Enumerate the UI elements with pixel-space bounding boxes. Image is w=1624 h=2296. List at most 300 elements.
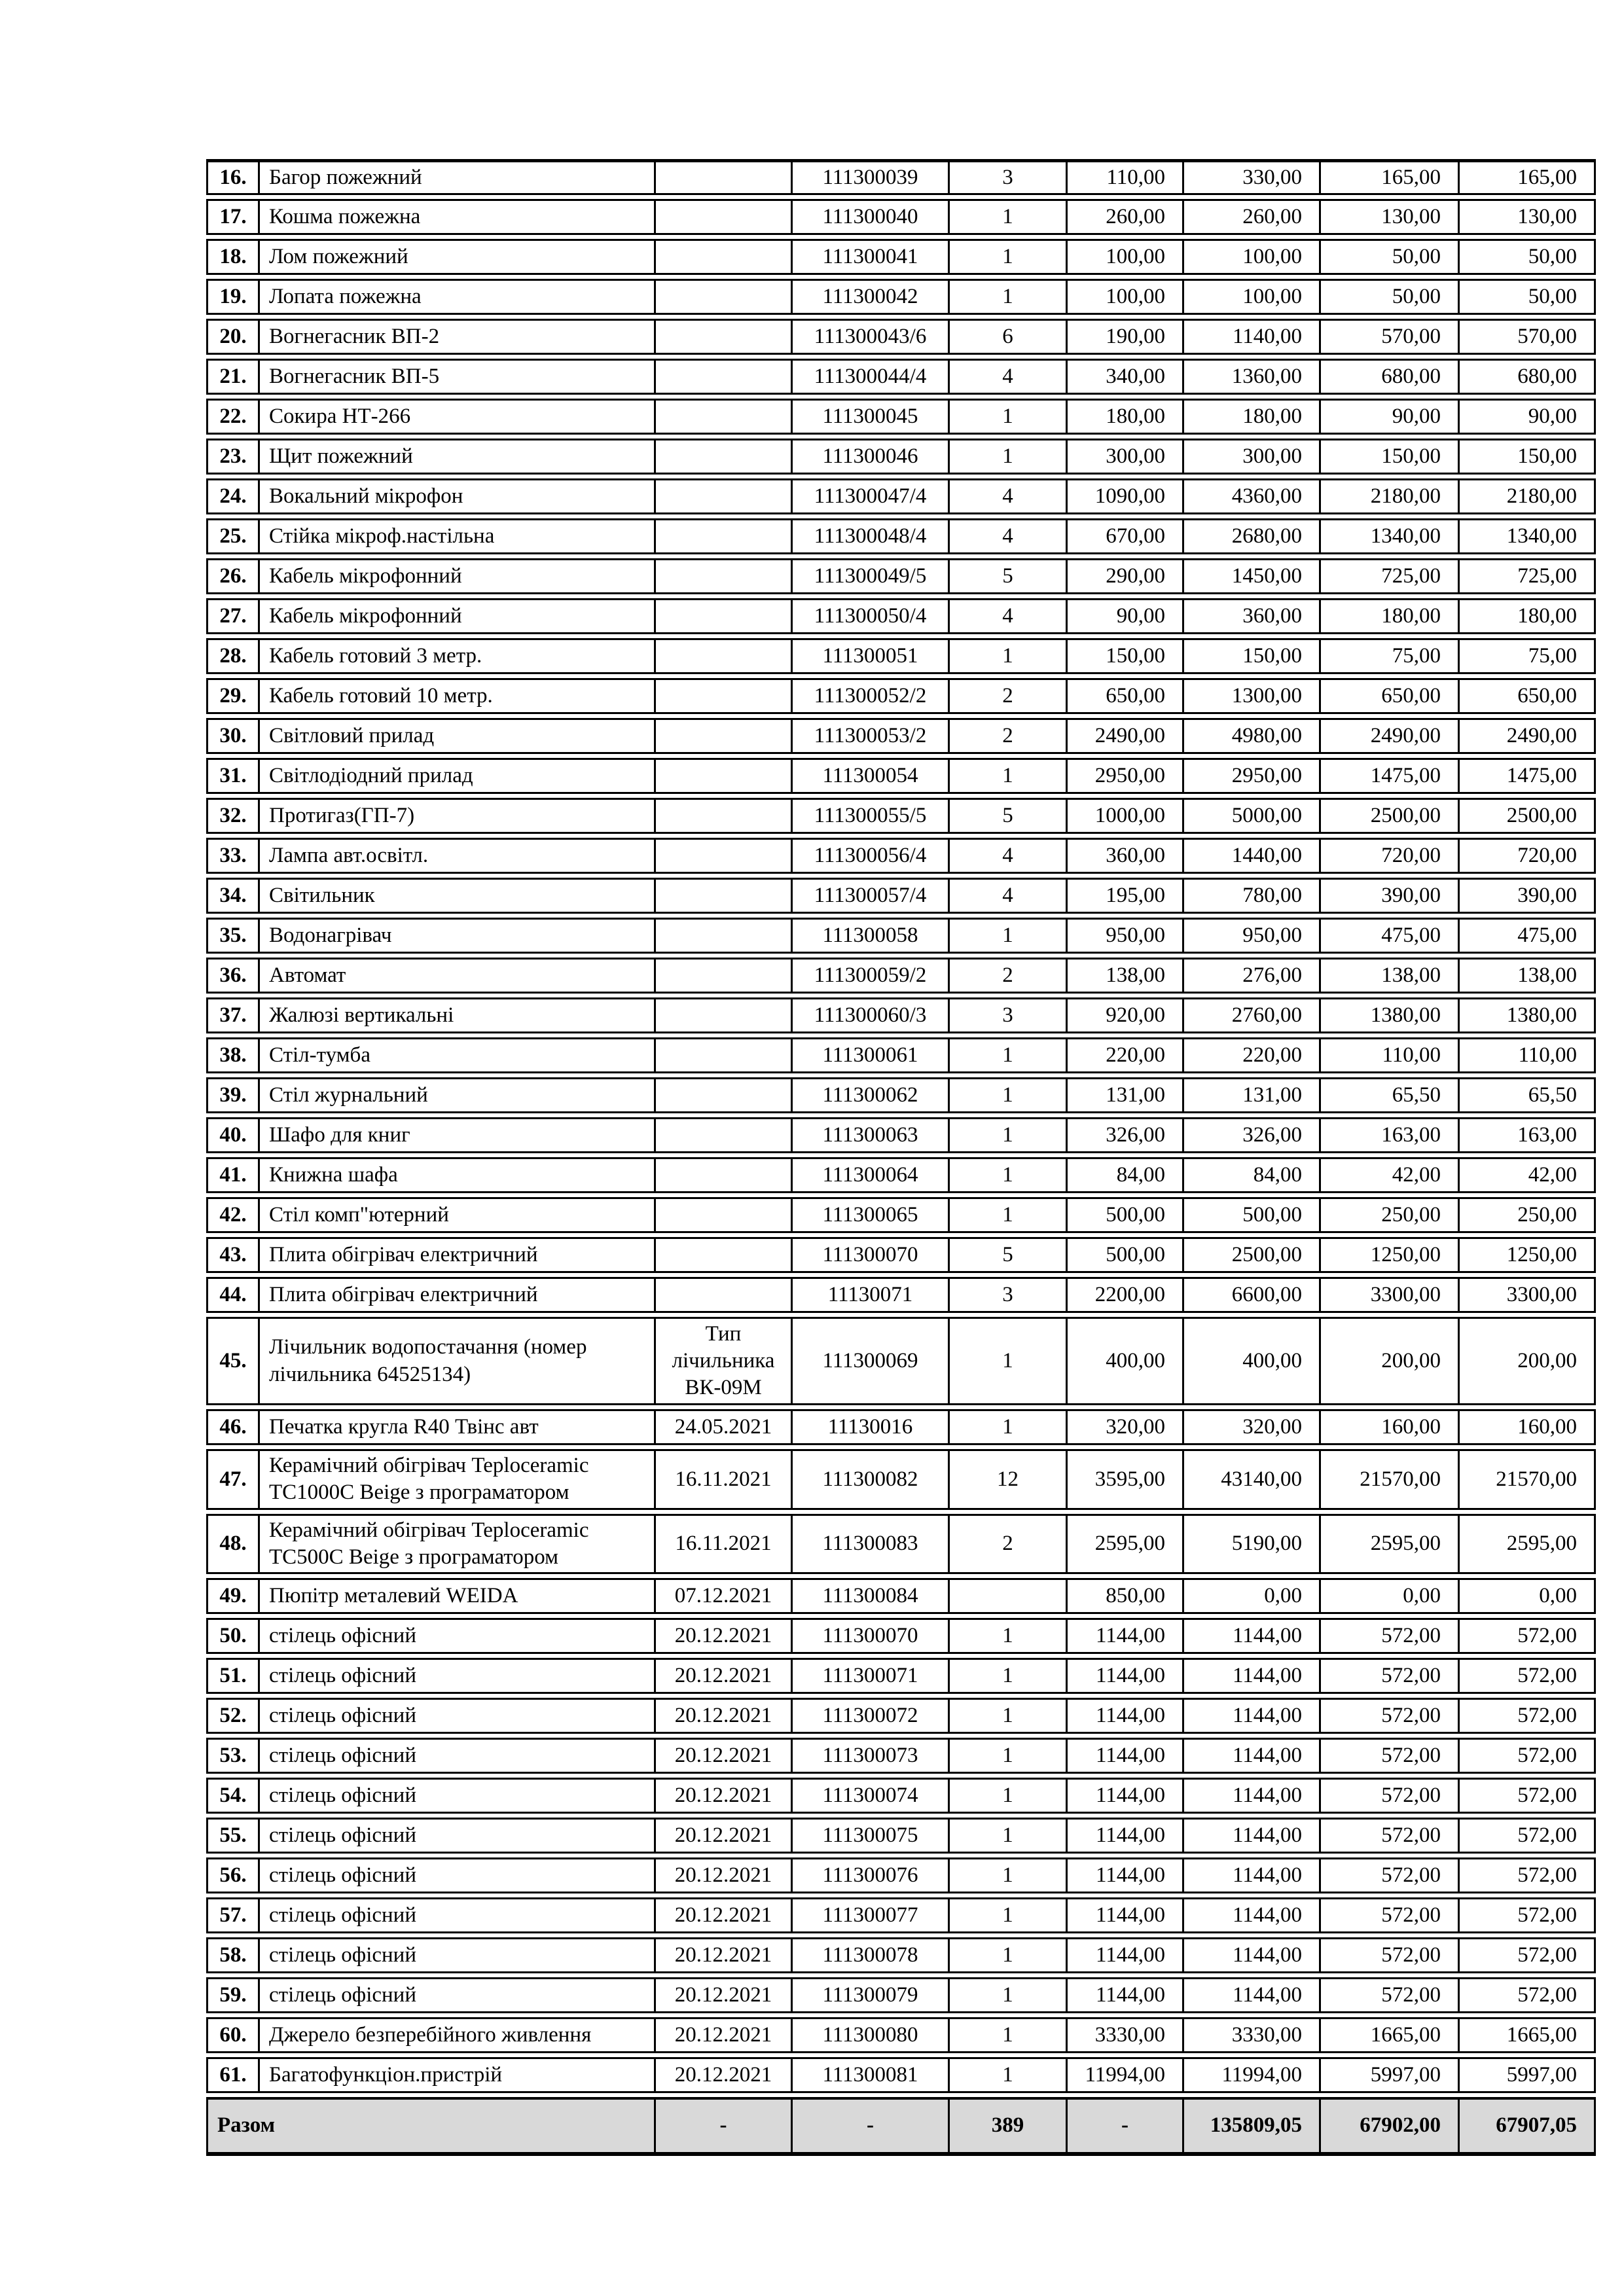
unit-price-cell: 1144,00 xyxy=(1068,1738,1184,1774)
row-number-cell: 41. xyxy=(206,1157,260,1193)
quantity-cell: 2 xyxy=(950,958,1068,994)
inventory-number-cell: 111300060/3 xyxy=(793,997,950,1033)
inventory-number-cell: 111300061 xyxy=(793,1037,950,1073)
row-number-cell: 51. xyxy=(206,1658,260,1694)
date-cell xyxy=(656,1037,793,1073)
residual-value-cell: 1665,00 xyxy=(1460,2017,1596,2053)
row-number-cell: 43. xyxy=(206,1237,260,1273)
item-name-cell: Сокира НТ-266 xyxy=(260,399,656,435)
residual-value-cell: 572,00 xyxy=(1460,1618,1596,1654)
row-number-cell: 28. xyxy=(206,638,260,674)
date-cell xyxy=(656,159,793,195)
total-value-cell: 780,00 xyxy=(1184,878,1321,914)
inventory-number-cell: 111300071 xyxy=(793,1658,950,1694)
inventory-number-cell: 111300059/2 xyxy=(793,958,950,994)
date-cell: 20.12.2021 xyxy=(656,1857,793,1893)
row-number-cell: 19. xyxy=(206,279,260,315)
total-row xyxy=(206,2097,1596,2156)
item-name-cell: Стіл журнальний xyxy=(260,1077,656,1113)
item-name-cell: Лопата пожежна xyxy=(260,279,656,315)
row-number-cell: 42. xyxy=(206,1197,260,1233)
quantity-cell: 5 xyxy=(950,558,1068,594)
inventory-number-cell: 111300051 xyxy=(793,638,950,674)
date-cell xyxy=(656,199,793,235)
wear-value-cell: 1380,00 xyxy=(1321,997,1460,1033)
total-value-cell: 1144,00 xyxy=(1184,1857,1321,1893)
total-value-cell: 2680,00 xyxy=(1184,518,1321,554)
quantity-cell: 1 xyxy=(950,1897,1068,1933)
unit-price-cell: 920,00 xyxy=(1068,997,1184,1033)
wear-value-cell: 475,00 xyxy=(1321,918,1460,954)
quantity-cell: 1 xyxy=(950,1157,1068,1193)
total-value-cell: 1144,00 xyxy=(1184,1698,1321,1734)
quantity-cell: 1 xyxy=(950,1778,1068,1814)
unit-price-cell: 100,00 xyxy=(1068,239,1184,275)
total-value-cell: 320,00 xyxy=(1184,1409,1321,1445)
item-name-cell: стілець офісний xyxy=(260,1738,656,1774)
row-number-cell: 24. xyxy=(206,478,260,514)
unit-price-cell: 131,00 xyxy=(1068,1077,1184,1113)
wear-value-cell: 572,00 xyxy=(1321,1698,1460,1734)
table-row xyxy=(206,598,1596,634)
unit-price-cell: 340,00 xyxy=(1068,359,1184,395)
unit-price-cell: 190,00 xyxy=(1068,319,1184,355)
residual-value-cell: 572,00 xyxy=(1460,1658,1596,1694)
wear-value-cell: 572,00 xyxy=(1321,1658,1460,1694)
row-number-cell: 46. xyxy=(206,1409,260,1445)
total-value-cell: 276,00 xyxy=(1184,958,1321,994)
row-number-cell: 32. xyxy=(206,798,260,834)
quantity-cell: 4 xyxy=(950,598,1068,634)
table-row xyxy=(206,159,1596,195)
unit-price-cell: 2490,00 xyxy=(1068,718,1184,754)
unit-price-cell: 500,00 xyxy=(1068,1237,1184,1273)
item-name-cell: Вогнегасник ВП-2 xyxy=(260,319,656,355)
total-value-cell: 5000,00 xyxy=(1184,798,1321,834)
unit-price-cell: 2950,00 xyxy=(1068,758,1184,794)
wear-value-cell: 2490,00 xyxy=(1321,718,1460,754)
row-number-cell: 35. xyxy=(206,918,260,954)
wear-value-cell: 572,00 xyxy=(1321,1738,1460,1774)
inventory-number-cell: 111300044/4 xyxy=(793,359,950,395)
quantity-cell: 1 xyxy=(950,1658,1068,1694)
wear-value-cell: 572,00 xyxy=(1321,1818,1460,1854)
date-cell xyxy=(656,478,793,514)
wear-value-cell: 1475,00 xyxy=(1321,758,1460,794)
residual-value-cell: 50,00 xyxy=(1460,279,1596,315)
residual-value-cell: 725,00 xyxy=(1460,558,1596,594)
table-row xyxy=(206,1778,1596,1814)
unit-price-cell: 1144,00 xyxy=(1068,1618,1184,1654)
unit-price-cell: 326,00 xyxy=(1068,1117,1184,1153)
table-row xyxy=(206,1157,1596,1193)
wear-value-cell: 572,00 xyxy=(1321,1977,1460,2013)
row-number-cell: 30. xyxy=(206,718,260,754)
total-value-cell: 3330,00 xyxy=(1184,2017,1321,2053)
table-row xyxy=(206,1077,1596,1113)
residual-value-cell: 3300,00 xyxy=(1460,1277,1596,1313)
inventory-number-cell: 111300039 xyxy=(793,159,950,195)
residual-value-cell: 570,00 xyxy=(1460,319,1596,355)
total-value-cell: 360,00 xyxy=(1184,598,1321,634)
unit-price-cell: 138,00 xyxy=(1068,958,1184,994)
wear-value-cell: 250,00 xyxy=(1321,1197,1460,1233)
unit-price-cell: 1144,00 xyxy=(1068,1937,1184,1973)
quantity-cell: 1 xyxy=(950,1409,1068,1445)
quantity-cell: 1 xyxy=(950,1857,1068,1893)
date-cell xyxy=(656,718,793,754)
quantity-cell: 1 xyxy=(950,1117,1068,1153)
wear-value-cell: 2500,00 xyxy=(1321,798,1460,834)
quantity-cell: 3 xyxy=(950,1277,1068,1313)
item-name-cell: Плита обігрівач електричний xyxy=(260,1277,656,1313)
unit-price-cell: 1144,00 xyxy=(1068,1658,1184,1694)
total-value-cell: 131,00 xyxy=(1184,1077,1321,1113)
wear-value-cell: 1340,00 xyxy=(1321,518,1460,554)
unit-price-cell: 1144,00 xyxy=(1068,1977,1184,2013)
total-value-cell: 5190,00 xyxy=(1184,1514,1321,1575)
row-number-cell: 31. xyxy=(206,758,260,794)
wear-value-cell: 570,00 xyxy=(1321,319,1460,355)
wear-value-cell: 2180,00 xyxy=(1321,478,1460,514)
item-name-cell: Щит пожежний xyxy=(260,439,656,475)
wear-value-cell: 50,00 xyxy=(1321,279,1460,315)
wear-value-cell: 50,00 xyxy=(1321,239,1460,275)
item-name-cell: Стійка мікроф.настільна xyxy=(260,518,656,554)
row-number-cell: 36. xyxy=(206,958,260,994)
total-value-cell: 1144,00 xyxy=(1184,1937,1321,1973)
date-cell xyxy=(656,1277,793,1313)
wear-value-cell: 200,00 xyxy=(1321,1317,1460,1405)
quantity-cell: 1 xyxy=(950,1077,1068,1113)
inventory-number-cell: 11130071 xyxy=(793,1277,950,1313)
row-number-cell: 52. xyxy=(206,1698,260,1734)
total-value-cell: 6600,00 xyxy=(1184,1277,1321,1313)
date-cell xyxy=(656,798,793,834)
row-number-cell: 59. xyxy=(206,1977,260,2013)
residual-value-cell: 1475,00 xyxy=(1460,758,1596,794)
residual-value-cell: 572,00 xyxy=(1460,1937,1596,1973)
inventory-number-cell: 111300076 xyxy=(793,1857,950,1893)
residual-value-cell: 250,00 xyxy=(1460,1197,1596,1233)
total-quantity-cell: 389 xyxy=(950,2097,1068,2156)
table-row xyxy=(206,319,1596,355)
total-value-cell: 4360,00 xyxy=(1184,478,1321,514)
residual-value-cell: 572,00 xyxy=(1460,1778,1596,1814)
wear-value-cell: 650,00 xyxy=(1321,678,1460,714)
unit-price-cell: 2595,00 xyxy=(1068,1514,1184,1575)
wear-value-cell: 680,00 xyxy=(1321,359,1460,395)
item-name-cell: Джерело безперебійного живлення xyxy=(260,2017,656,2053)
row-number-cell: 47. xyxy=(206,1449,260,1510)
quantity-cell: 1 xyxy=(950,1037,1068,1073)
wear-value-cell: 160,00 xyxy=(1321,1409,1460,1445)
row-number-cell: 57. xyxy=(206,1897,260,1933)
quantity-cell: 5 xyxy=(950,1237,1068,1273)
residual-value-cell: 0,00 xyxy=(1460,1578,1596,1614)
unit-price-cell: 2200,00 xyxy=(1068,1277,1184,1313)
total-value-cell: 1144,00 xyxy=(1184,1818,1321,1854)
item-name-cell: Лом пожежний xyxy=(260,239,656,275)
row-number-cell: 21. xyxy=(206,359,260,395)
inventory-number-cell: 111300082 xyxy=(793,1449,950,1510)
table-row xyxy=(206,199,1596,235)
quantity-cell: 1 xyxy=(950,1738,1068,1774)
item-name-cell: Вокальний мікрофон xyxy=(260,478,656,514)
unit-price-cell: 320,00 xyxy=(1068,1409,1184,1445)
date-cell: 20.12.2021 xyxy=(656,1818,793,1854)
total-value-cell: 1144,00 xyxy=(1184,1897,1321,1933)
table-row xyxy=(206,958,1596,994)
date-cell xyxy=(656,958,793,994)
wear-value-cell: 163,00 xyxy=(1321,1117,1460,1153)
inventory-number-cell: 111300047/4 xyxy=(793,478,950,514)
total-value-cell: 400,00 xyxy=(1184,1317,1321,1405)
quantity-cell: 2 xyxy=(950,1514,1068,1575)
item-name-cell: Кошма пожежна xyxy=(260,199,656,235)
date-cell: Тип лічильника ВК-09М xyxy=(656,1317,793,1405)
unit-price-cell: 3330,00 xyxy=(1068,2017,1184,2053)
wear-value-cell: 21570,00 xyxy=(1321,1449,1460,1510)
quantity-cell: 2 xyxy=(950,718,1068,754)
inventory-number-cell: 111300070 xyxy=(793,1618,950,1654)
row-number-cell: 34. xyxy=(206,878,260,914)
wear-value-cell: 1250,00 xyxy=(1321,1237,1460,1273)
unit-price-cell: 84,00 xyxy=(1068,1157,1184,1193)
quantity-cell: 4 xyxy=(950,838,1068,874)
quantity-cell: 5 xyxy=(950,798,1068,834)
unit-price-cell: 670,00 xyxy=(1068,518,1184,554)
inventory-number-cell: 111300048/4 xyxy=(793,518,950,554)
total-value-cell: 84,00 xyxy=(1184,1157,1321,1193)
item-name-cell: Світловий прилад xyxy=(260,718,656,754)
row-number-cell: 38. xyxy=(206,1037,260,1073)
unit-price-cell: 500,00 xyxy=(1068,1197,1184,1233)
row-number-cell: 56. xyxy=(206,1857,260,1893)
date-cell xyxy=(656,1077,793,1113)
total-value-cell: 2500,00 xyxy=(1184,1237,1321,1273)
row-number-cell: 49. xyxy=(206,1578,260,1614)
table-row xyxy=(206,718,1596,754)
table-row xyxy=(206,439,1596,475)
table-row xyxy=(206,1977,1596,2013)
quantity-cell: 4 xyxy=(950,478,1068,514)
unit-price-cell: 180,00 xyxy=(1068,399,1184,435)
wear-value-cell: 725,00 xyxy=(1321,558,1460,594)
quantity-cell: 1 xyxy=(950,1317,1068,1405)
residual-value-cell: 572,00 xyxy=(1460,1738,1596,1774)
date-cell: 07.12.2021 xyxy=(656,1578,793,1614)
total-value-cell: 950,00 xyxy=(1184,918,1321,954)
residual-value-cell: 572,00 xyxy=(1460,1698,1596,1734)
inventory-number-cell: 111300041 xyxy=(793,239,950,275)
table-row xyxy=(206,1937,1596,1973)
table-row xyxy=(206,1277,1596,1313)
row-number-cell: 39. xyxy=(206,1077,260,1113)
inventory-number-cell: 111300050/4 xyxy=(793,598,950,634)
quantity-cell: 1 xyxy=(950,1937,1068,1973)
date-cell xyxy=(656,518,793,554)
inventory-number-cell: 111300081 xyxy=(793,2057,950,2093)
inventory-number-cell: 111300040 xyxy=(793,199,950,235)
total-value-cell: 4980,00 xyxy=(1184,718,1321,754)
total-value-cell: 326,00 xyxy=(1184,1117,1321,1153)
row-number-cell: 55. xyxy=(206,1818,260,1854)
total-value-cell: 11994,00 xyxy=(1184,2057,1321,2093)
total-date-dash-cell: - xyxy=(656,2097,793,2156)
total-residual-cell: 67907,05 xyxy=(1460,2097,1596,2156)
table-row xyxy=(206,1514,1596,1575)
residual-value-cell: 680,00 xyxy=(1460,359,1596,395)
table-row xyxy=(206,918,1596,954)
item-name-cell: Вогнегасник ВП-5 xyxy=(260,359,656,395)
total-value-cell: 1450,00 xyxy=(1184,558,1321,594)
inventory-number-cell: 111300063 xyxy=(793,1117,950,1153)
wear-value-cell: 75,00 xyxy=(1321,638,1460,674)
table-row xyxy=(206,1818,1596,1854)
table-row xyxy=(206,758,1596,794)
inventory-number-cell: 111300080 xyxy=(793,2017,950,2053)
total-value-cell: 1144,00 xyxy=(1184,1738,1321,1774)
unit-price-cell: 150,00 xyxy=(1068,638,1184,674)
residual-value-cell: 5997,00 xyxy=(1460,2057,1596,2093)
residual-value-cell: 21570,00 xyxy=(1460,1449,1596,1510)
date-cell: 24.05.2021 xyxy=(656,1409,793,1445)
inventory-number-cell: 111300055/5 xyxy=(793,798,950,834)
quantity-cell: 3 xyxy=(950,997,1068,1033)
row-number-cell: 22. xyxy=(206,399,260,435)
date-cell: 20.12.2021 xyxy=(656,2057,793,2093)
inventory-number-cell: 111300070 xyxy=(793,1237,950,1273)
quantity-cell: 1 xyxy=(950,918,1068,954)
table-row xyxy=(206,1449,1596,1510)
wear-value-cell: 0,00 xyxy=(1321,1578,1460,1614)
row-number-cell: 44. xyxy=(206,1277,260,1313)
unit-price-cell: 1000,00 xyxy=(1068,798,1184,834)
residual-value-cell: 390,00 xyxy=(1460,878,1596,914)
inventory-table xyxy=(206,155,1596,2160)
date-cell xyxy=(656,439,793,475)
residual-value-cell: 65,50 xyxy=(1460,1077,1596,1113)
residual-value-cell: 572,00 xyxy=(1460,1977,1596,2013)
date-cell: 20.12.2021 xyxy=(656,1698,793,1734)
date-cell: 20.12.2021 xyxy=(656,2017,793,2053)
residual-value-cell: 2490,00 xyxy=(1460,718,1596,754)
table-row xyxy=(206,239,1596,275)
date-cell: 20.12.2021 xyxy=(656,1618,793,1654)
inventory-number-cell: 111300042 xyxy=(793,279,950,315)
item-name-cell: стілець офісний xyxy=(260,1658,656,1694)
quantity-cell: 1 xyxy=(950,1618,1068,1654)
unit-price-cell: 1144,00 xyxy=(1068,1698,1184,1734)
table-row xyxy=(206,1197,1596,1233)
table-row xyxy=(206,478,1596,514)
inventory-number-cell: 111300078 xyxy=(793,1937,950,1973)
table-row xyxy=(206,638,1596,674)
quantity-cell: 2 xyxy=(950,678,1068,714)
wear-value-cell: 180,00 xyxy=(1321,598,1460,634)
date-cell: 20.12.2021 xyxy=(656,1937,793,1973)
item-name-cell: стілець офісний xyxy=(260,1618,656,1654)
residual-value-cell: 1340,00 xyxy=(1460,518,1596,554)
wear-value-cell: 150,00 xyxy=(1321,439,1460,475)
quantity-cell: 1 xyxy=(950,1977,1068,2013)
item-name-cell: Жалюзі вертикальні xyxy=(260,997,656,1033)
wear-value-cell: 572,00 xyxy=(1321,1897,1460,1933)
date-cell xyxy=(656,279,793,315)
row-number-cell: 54. xyxy=(206,1778,260,1814)
table-row xyxy=(206,1409,1596,1445)
inventory-number-cell: 111300072 xyxy=(793,1698,950,1734)
inventory-number-cell: 111300083 xyxy=(793,1514,950,1575)
wear-value-cell: 42,00 xyxy=(1321,1157,1460,1193)
item-name-cell: Кабель мікрофонний xyxy=(260,558,656,594)
inventory-number-cell: 111300065 xyxy=(793,1197,950,1233)
inventory-number-cell: 111300052/2 xyxy=(793,678,950,714)
row-number-cell: 26. xyxy=(206,558,260,594)
residual-value-cell: 572,00 xyxy=(1460,1857,1596,1893)
unit-price-cell: 90,00 xyxy=(1068,598,1184,634)
inventory-number-cell: 11130016 xyxy=(793,1409,950,1445)
row-number-cell: 45. xyxy=(206,1317,260,1405)
item-name-cell: Стіл-тумба xyxy=(260,1037,656,1073)
row-number-cell: 53. xyxy=(206,1738,260,1774)
inventory-number-cell: 111300079 xyxy=(793,1977,950,2013)
total-value-cell: 1144,00 xyxy=(1184,1618,1321,1654)
quantity-cell: 12 xyxy=(950,1449,1068,1510)
item-name-cell: стілець офісний xyxy=(260,1937,656,1973)
residual-value-cell: 2180,00 xyxy=(1460,478,1596,514)
item-name-cell: Протигаз(ГП-7) xyxy=(260,798,656,834)
item-name-cell: Кабель готовий 10 метр. xyxy=(260,678,656,714)
row-number-cell: 60. xyxy=(206,2017,260,2053)
residual-value-cell: 130,00 xyxy=(1460,199,1596,235)
inventory-number-cell: 111300075 xyxy=(793,1818,950,1854)
wear-value-cell: 165,00 xyxy=(1321,159,1460,195)
unit-price-cell: 195,00 xyxy=(1068,878,1184,914)
date-cell xyxy=(656,598,793,634)
item-name-cell: Світлодіодний прилад xyxy=(260,758,656,794)
row-number-cell: 50. xyxy=(206,1618,260,1654)
residual-value-cell: 200,00 xyxy=(1460,1317,1596,1405)
table-row xyxy=(206,359,1596,395)
inventory-number-cell: 111300062 xyxy=(793,1077,950,1113)
unit-price-cell: 3595,00 xyxy=(1068,1449,1184,1510)
row-number-cell: 37. xyxy=(206,997,260,1033)
table-row xyxy=(206,838,1596,874)
row-number-cell: 17. xyxy=(206,199,260,235)
residual-value-cell: 720,00 xyxy=(1460,838,1596,874)
wear-value-cell: 130,00 xyxy=(1321,199,1460,235)
inventory-number-cell: 111300045 xyxy=(793,399,950,435)
total-wear-cell: 67902,00 xyxy=(1321,2097,1460,2156)
total-value-cell: 260,00 xyxy=(1184,199,1321,235)
inventory-number-cell: 111300077 xyxy=(793,1897,950,1933)
unit-price-cell: 650,00 xyxy=(1068,678,1184,714)
table-row xyxy=(206,1618,1596,1654)
unit-price-cell: 300,00 xyxy=(1068,439,1184,475)
date-cell: 16.11.2021 xyxy=(656,1514,793,1575)
date-cell: 16.11.2021 xyxy=(656,1449,793,1510)
item-name-cell: Стіл комп"ютерний xyxy=(260,1197,656,1233)
date-cell: 20.12.2021 xyxy=(656,1658,793,1694)
item-name-cell: стілець офісний xyxy=(260,1698,656,1734)
date-cell xyxy=(656,1237,793,1273)
item-name-cell: Лічильник водопостачання (номер лічильника 64525134) xyxy=(260,1317,656,1405)
residual-value-cell: 572,00 xyxy=(1460,1897,1596,1933)
total-value-cell: 100,00 xyxy=(1184,279,1321,315)
item-name-cell: Керамічний обігрівач Teploceramic ТС1000С Beige з програматором xyxy=(260,1449,656,1510)
